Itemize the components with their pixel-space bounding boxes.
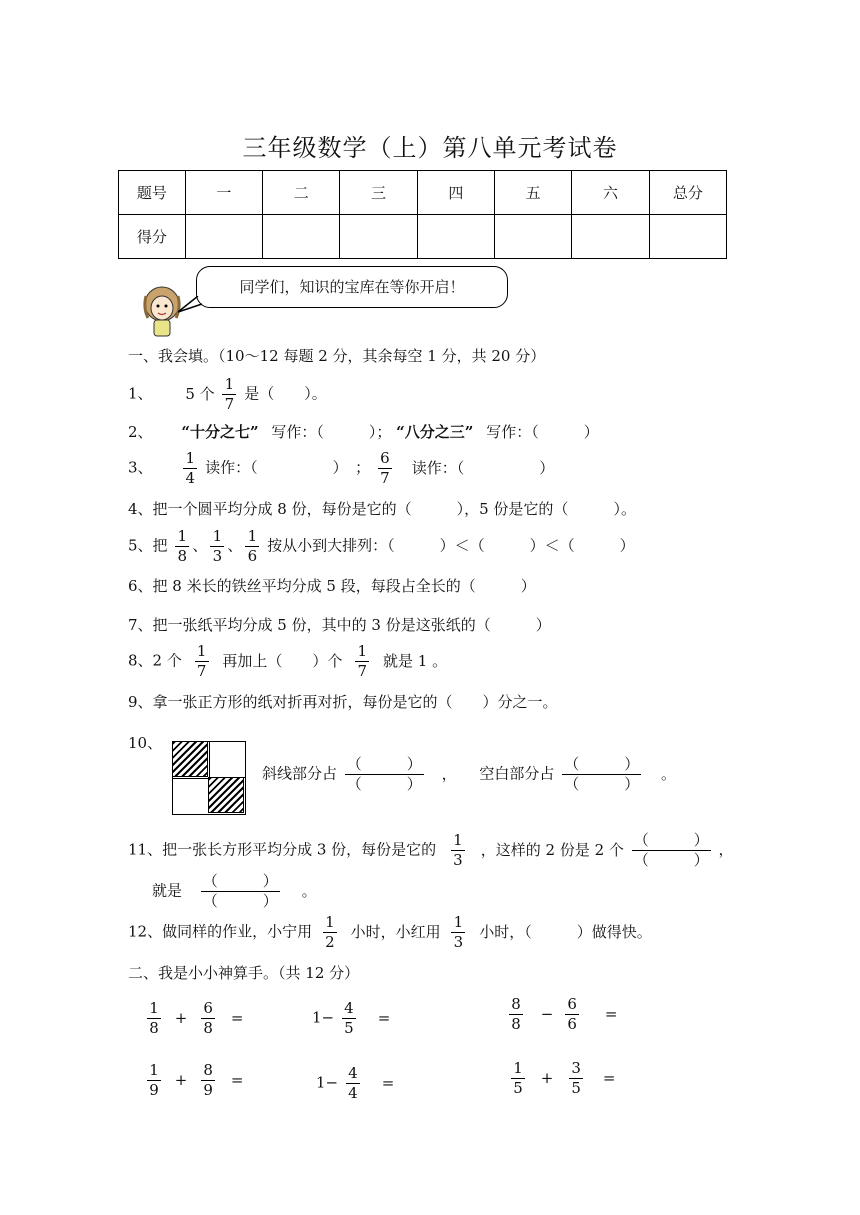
fraction-numerator: 1 bbox=[175, 528, 189, 547]
fraction bbox=[346, 1065, 360, 1102]
fraction bbox=[323, 914, 337, 951]
table-cell: 五 bbox=[495, 171, 572, 215]
question-9: 9、拿一张正方形的纸对折再对折，每份是它的（ ）分之一。 bbox=[128, 693, 558, 711]
question-number: 1、 bbox=[128, 384, 153, 403]
fraction-denominator: 7 bbox=[196, 662, 207, 680]
fraction-answer-blank[interactable] bbox=[201, 873, 280, 910]
score-table bbox=[118, 170, 727, 259]
operator: − bbox=[540, 1004, 554, 1023]
fraction bbox=[195, 643, 209, 680]
fraction-denominator: 5 bbox=[344, 1019, 354, 1037]
equals-sign: = bbox=[377, 1008, 391, 1027]
fraction-denominator-blank[interactable]: （ ） bbox=[202, 892, 278, 910]
fraction-denominator: 5 bbox=[513, 1079, 523, 1097]
question-3 bbox=[128, 450, 554, 487]
score-input-cell[interactable] bbox=[572, 215, 649, 259]
question-text: ，这样的 2 份是 2 个 bbox=[480, 840, 624, 859]
whole-number: 1 bbox=[312, 1008, 322, 1027]
operator: − bbox=[325, 1073, 339, 1092]
score-input-cell[interactable] bbox=[185, 215, 262, 259]
question-1 bbox=[128, 376, 327, 413]
fraction-denominator-blank[interactable]: （ ） bbox=[564, 775, 640, 793]
score-table-score-row bbox=[119, 215, 727, 259]
answer-blank[interactable]: 小时，（ ）做得快。 bbox=[479, 922, 652, 941]
fraction-numerator-blank[interactable]: （ ） bbox=[202, 872, 278, 890]
fraction-denominator: 5 bbox=[571, 1079, 581, 1097]
fraction bbox=[201, 1000, 215, 1037]
question-11 bbox=[128, 832, 734, 869]
hatched-cell bbox=[172, 741, 208, 777]
table-cell: 一 bbox=[185, 171, 262, 215]
speech-bubble: 同学们，知识的宝库在等你开启！ bbox=[196, 266, 508, 308]
question-number: 2、 bbox=[128, 423, 153, 441]
fraction-square-diagram bbox=[172, 741, 246, 815]
equation bbox=[144, 1000, 244, 1037]
score-input-cell[interactable] bbox=[649, 215, 726, 259]
question-text: 斜线部分占 bbox=[262, 764, 338, 783]
question-4: 4、把一个圆平均分成 8 份，每份是它的（ ），5 份是它的（ ）。 bbox=[128, 500, 636, 518]
fraction-denominator-blank[interactable]: （ ） bbox=[633, 851, 709, 869]
answer-blank[interactable]: 写作：（ ） bbox=[486, 423, 599, 441]
equation bbox=[316, 1065, 394, 1102]
equation bbox=[506, 996, 618, 1033]
question-text: 就是 bbox=[152, 881, 183, 900]
fraction-answer-blank[interactable] bbox=[562, 756, 641, 793]
equation bbox=[312, 1000, 390, 1037]
answer-blank[interactable]: 读作：（ ） ； bbox=[205, 458, 371, 477]
table-cell: 六 bbox=[572, 171, 649, 215]
question-5 bbox=[128, 528, 635, 565]
question-text: 就是 1 。 bbox=[383, 651, 448, 670]
fraction-numerator: 1 bbox=[147, 1062, 161, 1081]
fraction-numerator-blank[interactable]: （ ） bbox=[564, 755, 640, 773]
question-6: 6、把 8 米长的铁丝平均分成 5 段，每段占全长的（ ） bbox=[128, 577, 536, 595]
answer-blank[interactable]: 是（ ）。 bbox=[244, 384, 327, 403]
question-10-number: 10、 bbox=[128, 734, 163, 752]
fraction-numerator-blank[interactable]: （ ） bbox=[633, 831, 709, 849]
answer-blank[interactable]: 读作：（ ） bbox=[411, 458, 555, 477]
fraction bbox=[222, 376, 236, 413]
fraction-numerator: 1 bbox=[451, 914, 465, 933]
fraction-denominator: 8 bbox=[177, 547, 188, 565]
question-text: 空白部分占 bbox=[479, 764, 555, 783]
fraction-denominator-blank[interactable]: （ ） bbox=[346, 775, 422, 793]
fraction bbox=[147, 1062, 161, 1099]
question-text: 5 个 bbox=[185, 384, 215, 403]
fraction bbox=[201, 1062, 215, 1099]
fraction-answer-blank[interactable] bbox=[345, 756, 424, 793]
question-10 bbox=[262, 756, 676, 793]
blank-cell bbox=[173, 778, 209, 814]
fraction bbox=[565, 996, 579, 1033]
fraction-denominator: 2 bbox=[325, 933, 335, 951]
equals-sign: = bbox=[604, 1004, 618, 1023]
blank-cell bbox=[209, 742, 245, 778]
fraction-numerator: 1 bbox=[195, 643, 209, 662]
fraction-denominator: 7 bbox=[380, 469, 390, 487]
table-cell: 三 bbox=[340, 171, 417, 215]
question-text: 。 bbox=[301, 881, 317, 900]
question-7: 7、把一张纸平均分成 5 份，其中的 3 份是这张纸的（ ） bbox=[128, 616, 551, 634]
section1-heading: 一、我会填。（10～12 每题 2 分，其余每空 1 分，共 20 分） bbox=[128, 347, 546, 365]
fraction-denominator: 7 bbox=[357, 662, 367, 680]
equals-sign: = bbox=[381, 1073, 395, 1092]
question-text: 小时，小红用 bbox=[350, 922, 441, 941]
fraction bbox=[451, 832, 465, 869]
answer-blank[interactable]: 再加上（ ）个 bbox=[222, 651, 343, 670]
section2-heading: 二、我是小小神算手。（共 12 分） bbox=[128, 964, 360, 982]
fraction-denominator: 4 bbox=[185, 469, 196, 487]
fraction-numerator: 1 bbox=[245, 528, 259, 547]
score-input-cell[interactable] bbox=[263, 215, 340, 259]
answer-blank[interactable]: 写作：（ ）； bbox=[271, 423, 392, 441]
fraction-denominator: 4 bbox=[348, 1084, 358, 1102]
question-text: 5、把 bbox=[128, 536, 168, 555]
answer-blank[interactable]: 按从小到大排列：（ ）＜（ ）＜（ ） bbox=[267, 536, 635, 555]
equation bbox=[144, 1062, 244, 1099]
fraction bbox=[175, 528, 189, 565]
operator: + bbox=[174, 1070, 188, 1089]
equals-sign: = bbox=[230, 1008, 244, 1027]
equation bbox=[508, 1060, 616, 1097]
fraction-denominator: 9 bbox=[149, 1081, 159, 1099]
fraction-numerator: 1 bbox=[511, 1060, 525, 1079]
fraction-numerator: 1 bbox=[323, 914, 337, 933]
fraction-numerator: 1 bbox=[222, 376, 236, 395]
score-input-cell[interactable] bbox=[495, 215, 572, 259]
operator: − bbox=[321, 1008, 335, 1027]
fraction-denominator: 3 bbox=[453, 933, 464, 951]
fraction bbox=[509, 996, 523, 1033]
table-cell: 二 bbox=[263, 171, 340, 215]
table-cell: 四 bbox=[417, 171, 494, 215]
fraction bbox=[210, 528, 224, 565]
fraction-denominator: 6 bbox=[247, 547, 258, 565]
fraction bbox=[378, 450, 392, 487]
fraction-numerator: 3 bbox=[569, 1060, 583, 1079]
fraction-numerator: 6 bbox=[201, 1000, 215, 1019]
fraction-numerator: 8 bbox=[509, 996, 523, 1015]
table-cell: 总分 bbox=[649, 171, 726, 215]
fraction-numerator: 1 bbox=[183, 450, 197, 469]
fraction-denominator: 8 bbox=[203, 1019, 213, 1037]
fraction bbox=[511, 1060, 525, 1097]
separator: 、 bbox=[227, 536, 243, 555]
fraction-denominator: 8 bbox=[149, 1019, 159, 1037]
page-title: 三年级数学（上）第八单元考试卷 bbox=[242, 134, 618, 162]
operator: + bbox=[174, 1008, 188, 1027]
question-text: ， bbox=[718, 840, 734, 859]
question-text: “十分之七” bbox=[181, 423, 259, 441]
table-cell: 题号 bbox=[119, 171, 186, 215]
score-input-cell[interactable] bbox=[340, 215, 417, 259]
fraction bbox=[569, 1060, 583, 1097]
score-table-header-row bbox=[119, 171, 727, 215]
question-11-line2 bbox=[152, 873, 317, 910]
score-input-cell[interactable] bbox=[417, 215, 494, 259]
whole-number: 1 bbox=[316, 1073, 326, 1092]
separator: ， bbox=[441, 764, 457, 783]
fraction-numerator: 6 bbox=[378, 450, 392, 469]
fraction-denominator: 6 bbox=[567, 1015, 577, 1033]
fraction-denominator: 8 bbox=[511, 1015, 521, 1033]
fraction-denominator: 7 bbox=[224, 395, 235, 413]
question-8 bbox=[128, 643, 447, 680]
question-text: 12、做同样的作业，小宁用 bbox=[128, 922, 313, 941]
fraction-denominator: 3 bbox=[453, 851, 463, 869]
fraction bbox=[355, 643, 369, 680]
fraction bbox=[183, 450, 197, 487]
fraction bbox=[451, 914, 465, 951]
fraction-numerator: 4 bbox=[342, 1000, 356, 1019]
fraction bbox=[342, 1000, 356, 1037]
fraction bbox=[245, 528, 259, 565]
question-12 bbox=[128, 914, 652, 951]
fraction-numerator-blank[interactable]: （ ） bbox=[346, 755, 422, 773]
fraction-denominator: 3 bbox=[212, 547, 223, 565]
question-text: “八分之三” bbox=[396, 423, 474, 441]
fraction-numerator: 1 bbox=[147, 1000, 161, 1019]
question-text: 8、2 个 bbox=[128, 651, 182, 670]
fraction-denominator: 9 bbox=[203, 1081, 213, 1099]
question-2 bbox=[128, 421, 599, 442]
hatched-cell bbox=[208, 777, 244, 813]
question-text: 。 bbox=[660, 764, 676, 783]
table-cell: 得分 bbox=[119, 215, 186, 259]
fraction-numerator: 1 bbox=[210, 528, 224, 547]
equals-sign: = bbox=[230, 1070, 244, 1089]
question-number: 3、 bbox=[128, 458, 153, 477]
fraction bbox=[147, 1000, 161, 1037]
fraction-numerator: 6 bbox=[565, 996, 579, 1015]
question-text: 11、把一张长方形平均分成 3 份，每份是它的 bbox=[128, 840, 437, 859]
fraction-numerator: 8 bbox=[201, 1062, 215, 1081]
separator: 、 bbox=[192, 536, 208, 555]
equals-sign: = bbox=[602, 1068, 616, 1087]
fraction-answer-blank[interactable] bbox=[632, 832, 711, 869]
operator: + bbox=[540, 1068, 554, 1087]
fraction-numerator: 1 bbox=[355, 643, 369, 662]
fraction-numerator: 4 bbox=[346, 1065, 360, 1084]
fraction-numerator: 1 bbox=[451, 832, 465, 851]
